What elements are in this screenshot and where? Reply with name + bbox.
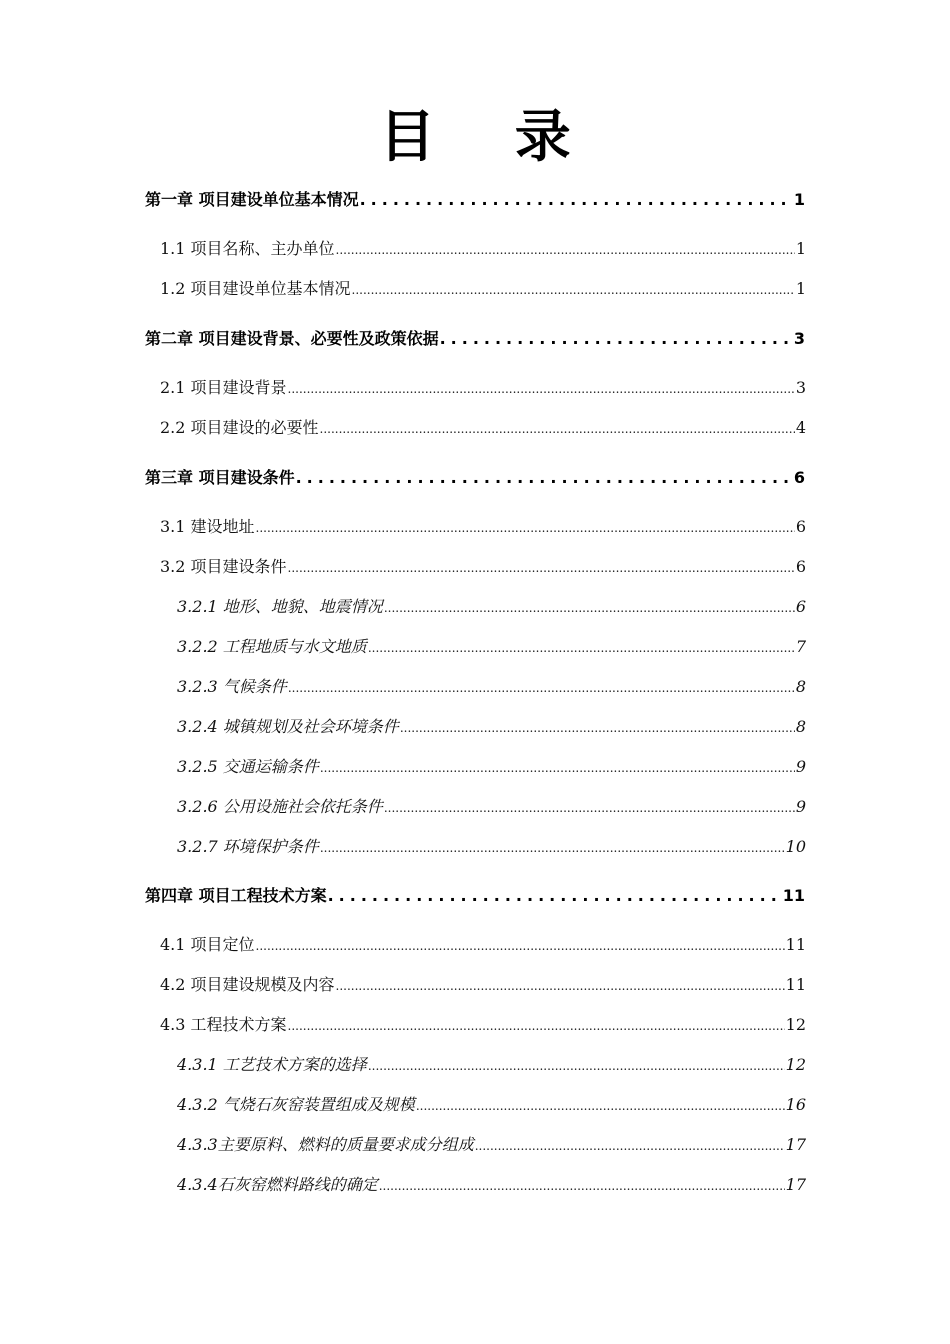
toc-page-number: 9 <box>795 797 806 816</box>
toc-subsection-4-3-1[interactable] <box>177 1053 806 1077</box>
dot-leader <box>368 1054 785 1078</box>
toc-page-number: 6 <box>793 468 805 487</box>
toc-section-3-2[interactable] <box>160 555 806 579</box>
toc-page-number: 1 <box>793 190 805 209</box>
toc-section-4-1[interactable] <box>160 933 806 957</box>
toc-section-2-1[interactable] <box>160 376 806 400</box>
toc-page-number: 17 <box>785 1175 806 1194</box>
toc-section-2-2[interactable] <box>160 416 806 440</box>
toc-subsection-4-3-4[interactable] <box>177 1173 806 1197</box>
toc-page-number: 1 <box>795 279 806 298</box>
toc-entry-label: 3.2.6 公用设施社会依托条件 <box>177 797 383 816</box>
toc-section-3-1[interactable] <box>160 515 806 539</box>
toc-entry-label: 4.3 工程技术方案 <box>160 1015 287 1034</box>
toc-entry-label: 2.2 项目建设的必要性 <box>160 418 319 437</box>
dot-leader <box>256 516 795 540</box>
toc-entry-label: 1.1 项目名称、主办单位 <box>160 239 335 258</box>
toc-chapter-2[interactable] <box>145 327 805 351</box>
dot-leader <box>352 278 795 302</box>
dot-leader <box>320 756 795 780</box>
toc-entry-label: 第一章 项目建设单位基本情况 <box>145 190 359 209</box>
toc-entry-label: 3.2.4 城镇规划及社会环境条件 <box>177 717 399 736</box>
toc-page-number: 3 <box>795 378 806 397</box>
dot-leader <box>416 1094 785 1118</box>
dot-leader <box>288 556 795 580</box>
dot-leader <box>336 974 785 998</box>
dot-leader <box>360 188 793 212</box>
toc-page-number: 1 <box>795 239 806 258</box>
toc-section-1-2[interactable] <box>160 277 806 301</box>
toc-page-number: 11 <box>785 975 806 994</box>
toc-entry-label: 4.3.3主要原料、燃料的质量要求成分组成 <box>177 1135 474 1154</box>
dot-leader <box>256 934 785 958</box>
dot-leader <box>368 636 795 660</box>
toc-subsection-3-2-1[interactable] <box>177 595 806 619</box>
page-title: 目 录 <box>379 105 601 170</box>
toc-subsection-3-2-7[interactable] <box>177 835 806 859</box>
toc-subsection-3-2-3[interactable] <box>177 675 806 699</box>
dot-leader <box>288 676 795 700</box>
toc-page-number: 8 <box>795 677 806 696</box>
toc-entry-label: 第三章 项目建设条件 <box>145 468 295 487</box>
toc-page-number: 12 <box>785 1015 806 1034</box>
toc-entry-label: 第四章 项目工程技术方案 <box>145 886 327 905</box>
toc-subsection-3-2-5[interactable] <box>177 755 806 779</box>
toc-chapter-3[interactable] <box>145 466 805 490</box>
toc-entry-label: 3.2.5 交通运输条件 <box>177 757 319 776</box>
toc-entry-label: 2.1 项目建设背景 <box>160 378 287 397</box>
dot-leader <box>440 327 793 351</box>
toc-entry-label: 4.2 项目建设规模及内容 <box>160 975 335 994</box>
toc-chapter-1[interactable] <box>145 188 805 212</box>
toc-entry-label: 4.3.1 工艺技术方案的选择 <box>177 1055 367 1074</box>
toc-subsection-4-3-3[interactable] <box>177 1133 806 1157</box>
toc-section-4-2[interactable] <box>160 973 806 997</box>
toc-page-number: 10 <box>785 837 806 856</box>
toc-entry-label: 4.3.4石灰窑燃料路线的确定 <box>177 1175 378 1194</box>
dot-leader <box>328 884 782 908</box>
toc-page-number: 6 <box>795 517 806 536</box>
toc-entry-label: 4.3.2 气烧石灰窑装置组成及规模 <box>177 1095 415 1114</box>
toc-entry-label: 3.1 建设地址 <box>160 517 255 536</box>
toc-entry-label: 3.2.7 环境保护条件 <box>177 837 319 856</box>
toc-entry-label: 4.1 项目定位 <box>160 935 255 954</box>
dot-leader <box>384 796 795 820</box>
toc-section-4-3[interactable] <box>160 1013 806 1037</box>
toc-page-number: 6 <box>795 597 806 616</box>
toc-page-number: 6 <box>795 557 806 576</box>
toc-subsection-3-2-2[interactable] <box>177 635 806 659</box>
dot-leader <box>320 836 785 860</box>
toc-chapter-4[interactable] <box>145 884 805 908</box>
toc-entry-label: 3.2.3 气候条件 <box>177 677 287 696</box>
toc-page-number: 8 <box>795 717 806 736</box>
dot-leader <box>379 1174 785 1198</box>
toc-entry-label: 3.2.1 地形、地貌、地震情况 <box>177 597 383 616</box>
toc-page-number: 11 <box>785 935 806 954</box>
dot-leader <box>475 1134 785 1158</box>
toc-entry-label: 第二章 项目建设背景、必要性及政策依据 <box>145 329 439 348</box>
toc-page-number: 17 <box>785 1135 806 1154</box>
dot-leader <box>336 238 795 262</box>
toc-page-number: 3 <box>793 329 805 348</box>
toc-page-number: 16 <box>785 1095 806 1114</box>
toc-subsection-4-3-2[interactable] <box>177 1093 806 1117</box>
toc-section-1-1[interactable] <box>160 237 806 261</box>
toc-entry-label: 3.2 项目建设条件 <box>160 557 287 576</box>
dot-leader <box>400 716 795 740</box>
toc-subsection-3-2-4[interactable] <box>177 715 806 739</box>
toc-entry-label: 3.2.2 工程地质与水文地质 <box>177 637 367 656</box>
dot-leader <box>288 1014 785 1038</box>
toc-page-number: 11 <box>782 886 805 905</box>
toc-page-number: 4 <box>795 418 806 437</box>
toc-subsection-3-2-6[interactable] <box>177 795 806 819</box>
toc-page-number: 12 <box>785 1055 806 1074</box>
dot-leader <box>384 596 795 620</box>
dot-leader <box>288 377 795 401</box>
dot-leader <box>296 466 793 490</box>
toc-page-number: 9 <box>795 757 806 776</box>
dot-leader <box>320 417 795 441</box>
toc-entry-label: 1.2 项目建设单位基本情况 <box>160 279 351 298</box>
toc-page-number: 7 <box>795 637 806 656</box>
